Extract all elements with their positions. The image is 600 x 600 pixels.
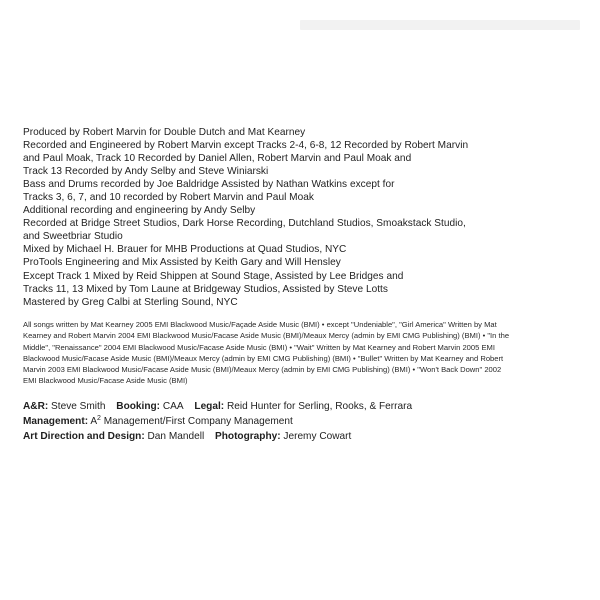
ar-value: Steve Smith: [51, 401, 106, 412]
booking-label: Booking:: [116, 401, 161, 412]
credit-line: Produced by Robert Marvin for Double Dutch and Mat Kearney: [23, 127, 306, 138]
publishing-credits: [23, 319, 585, 387]
publishing-line: Marvin 2003 EMI Blackwood Music/Facase Aside Music (BMI)/Meaux Mercy (admin by EMI CMG Publishing) (BMI) • "Won't Back Down" 2002: [23, 365, 502, 375]
publishing-line: Kearney and Robert Marvin 2004 EMI Blackwood Music/Facase Aside Music (BMI)/Meaux Mercy (admin by EMI CMG Publishing) (BMI) • "In the: [23, 331, 510, 341]
legal-label: Legal:: [194, 401, 225, 412]
credit-line: Mixed by Michael H. Brauer for MHB Productions at Quad Studios, NYC: [23, 244, 347, 256]
credit-line: and Paul Moak, Track 10 Recorded by Daniel Allen, Robert Marvin and Paul Moak and: [23, 153, 412, 165]
booking-value: CAA: [162, 401, 184, 412]
credit-line: Bass and Drums recorded by Joe Baldridge Assisted by Nathan Watkins except for: [23, 179, 395, 191]
management-value-suffix: Management/First Company Management: [103, 416, 293, 427]
staff-credits: [23, 399, 583, 444]
publishing-line: EMI Blackwood Music/Facase Aside Music (BMI): [23, 376, 188, 386]
credit-line: Additional recording and engineering by Andy Selby: [23, 205, 256, 217]
credit-line: Track 13 Recorded by Andy Selby and Steve Winiarski: [23, 166, 269, 178]
art-direction-value: Dan Mandell: [147, 431, 205, 442]
production-credits: [23, 126, 583, 309]
credit-line: Recorded at Bridge Street Studios, Dark Horse Recording, Dutchland Studios, Smoakstack Studio,: [23, 218, 466, 230]
staff-row-art-photo: [23, 429, 583, 444]
management-value: [90, 416, 293, 427]
credit-line: Tracks 3, 6, 7, and 10 recorded by Robert Marvin and Paul Moak: [23, 192, 314, 204]
credit-line: ProTools Engineering and Mix Assisted by Keith Gary and Will Hensley: [23, 257, 341, 269]
credit-line: and Sweetbriar Studio: [23, 231, 123, 243]
management-value-superscript: 2: [97, 415, 101, 422]
credit-line: Mastered by Greg Calbi at Sterling Sound, NYC: [23, 296, 238, 308]
faint-header-bar: [300, 20, 580, 30]
credit-line: Recorded and Engineered by Robert Marvin except Tracks 2-4, 6-8, 12 Recorded by Robert Marvin: [23, 140, 469, 152]
photography-label: Photography:: [215, 431, 281, 442]
credit-line: Tracks 11, 13 Mixed by Tom Laune at Bridgeway Studios, Assisted by Steve Lotts: [23, 283, 388, 295]
art-direction-label: Art Direction and Design:: [23, 431, 145, 442]
legal-value: Reid Hunter for Serling, Rooks, & Ferrara: [226, 401, 413, 412]
publishing-line: Blackwood Music/Facase Aside Music (BMI)/Meaux Mercy (admin by EMI CMG Publishing) (BMI) • "Bullet" Written by Mat Kearney and Robert: [23, 353, 504, 363]
staff-row-management: [23, 414, 583, 429]
staff-row-ar-booking-legal: [23, 399, 583, 414]
publishing-line: All songs written by Mat Kearney 2005 EMI Blackwood Music/Façade Aside Music (BMI) • except "Undeniable", "Girl America" Written by Mat: [23, 320, 497, 329]
photography-value: Jeremy Cowart: [283, 431, 352, 442]
publishing-line: Middle", "Renaissance" 2004 EMI Blackwood Music/Facase Aside Music (BMI) • "Wait" Written by Mat Kearney and Robert Marvin 2005 EMI: [23, 342, 495, 352]
management-value-prefix: A: [90, 416, 98, 427]
management-label: Management:: [23, 416, 89, 427]
credit-line: Except Track 1 Mixed by Reid Shippen at Sound Stage, Assisted by Lee Bridges and: [23, 270, 404, 282]
ar-label: A&R:: [23, 401, 49, 412]
